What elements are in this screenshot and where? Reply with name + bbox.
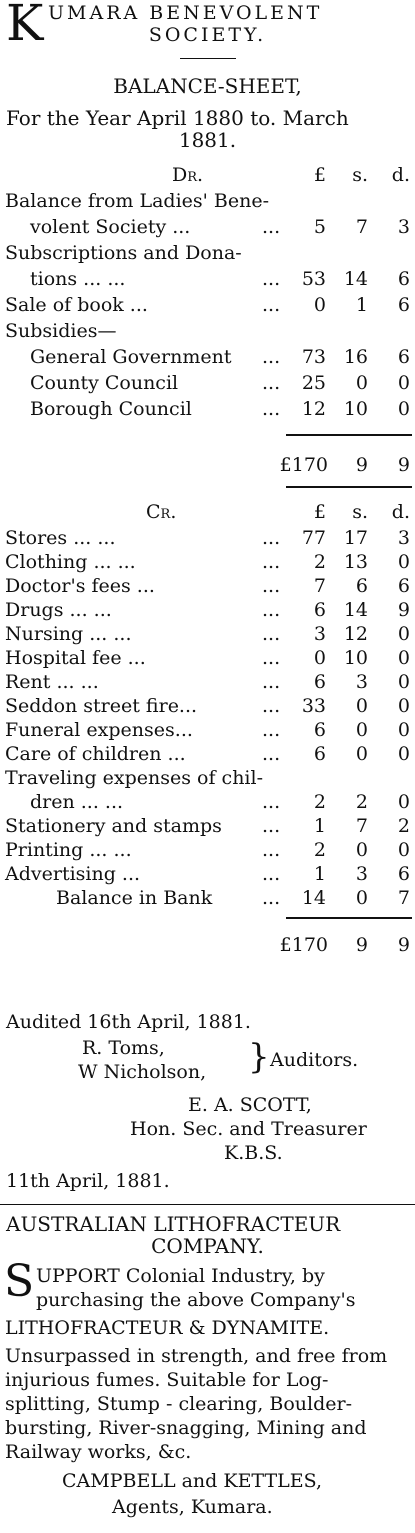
table-row	[0, 790, 415, 814]
amount-shillings: 14	[343, 599, 368, 621]
advert-line6: splitting, Stump - clearing, Boulder-	[5, 1393, 353, 1415]
amount-pence: 0	[397, 695, 410, 717]
amount-shillings: 7	[355, 815, 368, 837]
amount-pence: 6	[397, 575, 410, 597]
amount-pounds: 3	[313, 623, 326, 645]
amount-pounds: 14	[301, 887, 326, 909]
amount-pence: 6	[397, 268, 410, 290]
secretary-name: E. A. SCOTT,	[188, 1094, 312, 1116]
credit-col-pence-header: d.	[391, 501, 410, 523]
row-label: Nursing ... ...	[5, 623, 132, 645]
drop-cap-k: K	[6, 0, 44, 52]
debit-total-row	[0, 453, 415, 477]
amount-shillings: 10	[343, 647, 368, 669]
amount-pence: 6	[397, 346, 410, 368]
advert-line8: Railway works, &c.	[5, 1441, 192, 1463]
row-label: Clothing ... ...	[5, 551, 136, 573]
amount-pence: 0	[397, 839, 410, 861]
table-row	[0, 319, 415, 343]
credit-col-pounds-header: £	[313, 501, 326, 523]
advert-title-line2: COMPANY.	[151, 1234, 264, 1258]
credit-total-shillings: 9	[355, 934, 368, 956]
row-label: Hospital fee ...	[5, 647, 146, 669]
row-label: Funeral expenses...	[5, 719, 193, 741]
leader-dots: ...	[262, 346, 281, 368]
debit-total-underrule	[286, 486, 412, 488]
leader-dots: ...	[262, 575, 281, 597]
amount-shillings: 17	[343, 527, 368, 549]
amount-shillings: 3	[355, 671, 368, 693]
audit-date: 11th April, 1881.	[6, 1170, 170, 1192]
row-label: General Government	[30, 346, 232, 368]
amount-pounds: 73	[301, 346, 326, 368]
credit-col-shillings-header: s.	[352, 501, 368, 523]
credit-total-row	[0, 933, 415, 957]
advert-line4: Unsurpassed in strength, and free from	[5, 1345, 388, 1367]
row-label: Stationery and stamps	[5, 815, 222, 837]
amount-pence: 6	[397, 863, 410, 885]
leader-dots: ...	[262, 268, 281, 290]
row-label: volent Society ...	[30, 216, 191, 238]
credit-total-pence: 9	[397, 934, 410, 956]
row-label: Care of children ...	[5, 743, 186, 765]
amount-shillings: 3	[355, 863, 368, 885]
table-row	[0, 838, 415, 862]
table-row	[0, 862, 415, 886]
amount-pounds: 6	[313, 719, 326, 741]
advert-drop-cap: S	[4, 1256, 35, 1307]
amount-shillings: 12	[343, 623, 368, 645]
row-label: Printing ... ...	[5, 839, 132, 861]
amount-pence: 0	[397, 551, 410, 573]
table-row	[0, 241, 415, 265]
advert-line7: bursting, River-snagging, Mining and	[5, 1417, 367, 1439]
leader-dots: ...	[262, 398, 281, 420]
table-row	[0, 293, 415, 317]
debit-header-row	[0, 163, 415, 187]
amount-shillings: 0	[355, 743, 368, 765]
amount-pounds: 53	[301, 268, 326, 290]
amount-shillings: 13	[343, 551, 368, 573]
brace-icon: }	[248, 1037, 270, 1077]
amount-pence: 0	[397, 719, 410, 741]
secretary-org: K.B.S.	[224, 1142, 283, 1164]
leader-dots: ...	[262, 294, 281, 316]
leader-dots: ...	[262, 647, 281, 669]
debit-total-pounds: £170	[279, 454, 328, 476]
agent-line1: CAMPBELL and KETTLES,	[62, 1470, 322, 1492]
leader-dots: ...	[262, 695, 281, 717]
amount-pence: 3	[397, 527, 410, 549]
table-row	[0, 670, 415, 694]
amount-pounds: 5	[313, 216, 326, 238]
amount-shillings: 6	[355, 575, 368, 597]
col-pounds-header: £	[313, 164, 326, 186]
amount-pounds: 12	[301, 398, 326, 420]
amount-pounds: 77	[301, 527, 326, 549]
table-row	[0, 397, 415, 421]
auditor-2: W Nicholson,	[78, 1061, 207, 1083]
table-row	[0, 814, 415, 838]
amount-pounds: 33	[301, 695, 326, 717]
amount-pence: 0	[397, 372, 410, 394]
row-label: County Council	[30, 372, 179, 394]
row-label: Advertising ...	[5, 863, 141, 885]
section-divider	[0, 1204, 415, 1205]
amount-shillings: 2	[355, 791, 368, 813]
table-row	[0, 718, 415, 742]
amount-pence: 9	[397, 599, 410, 621]
balance-sheet-heading: BALANCE-SHEET,	[113, 74, 302, 98]
row-label: Balance from Ladies' Bene-	[5, 190, 270, 212]
amount-pounds: 2	[313, 839, 326, 861]
amount-pence: 0	[397, 743, 410, 765]
table-row	[0, 189, 415, 213]
amount-pence: 0	[397, 671, 410, 693]
advert-line1: UPPORT Colonial Industry, by	[36, 1265, 325, 1287]
advert-line2: purchasing the above Company's	[36, 1289, 356, 1311]
table-row	[0, 371, 415, 395]
society-title-line2: SOCIETY.	[148, 24, 267, 46]
table-row	[0, 267, 415, 291]
row-label: Balance in Bank	[56, 887, 213, 909]
leader-dots: ...	[262, 599, 281, 621]
debit-total-rule	[286, 434, 412, 436]
leader-dots: ...	[262, 815, 281, 837]
amount-shillings: 16	[343, 346, 368, 368]
row-label: Stores ... ...	[5, 527, 116, 549]
credit-label: Cr.	[146, 501, 177, 523]
amount-shillings: 0	[355, 372, 368, 394]
row-label: Doctor's fees ...	[5, 575, 155, 597]
row-label: Sale of book ...	[5, 294, 148, 316]
table-row	[0, 622, 415, 646]
amount-pounds: 2	[313, 551, 326, 573]
auditors-label: Auditors.	[270, 1049, 359, 1071]
amount-pence: 0	[397, 647, 410, 669]
leader-dots: ...	[262, 527, 281, 549]
amount-pounds: 2	[313, 791, 326, 813]
leader-dots: ...	[262, 887, 281, 909]
table-row	[0, 574, 415, 598]
col-pence-header: d.	[391, 164, 410, 186]
agent-line2: Agents, Kumara.	[112, 1496, 273, 1518]
audited-line: Audited 16th April, 1881.	[6, 1011, 251, 1033]
leader-dots: ...	[262, 671, 281, 693]
credit-total-pounds: £170	[279, 934, 328, 956]
amount-pounds: 0	[313, 647, 326, 669]
amount-pence: 2	[397, 815, 410, 837]
amount-pounds: 1	[313, 815, 326, 837]
amount-pounds: 7	[313, 575, 326, 597]
amount-shillings: 0	[355, 695, 368, 717]
debit-total-pence: 9	[397, 454, 410, 476]
table-row	[0, 526, 415, 550]
advert-line3: LITHOFRACTEUR & DYNAMITE.	[5, 1317, 330, 1339]
table-row	[0, 742, 415, 766]
row-label: Subscriptions and Dona-	[5, 242, 242, 264]
amount-shillings: 1	[355, 294, 368, 316]
amount-pence: 0	[397, 623, 410, 645]
amount-shillings: 0	[355, 719, 368, 741]
amount-pounds: 25	[301, 372, 326, 394]
leader-dots: ...	[262, 719, 281, 741]
amount-pence: 0	[397, 791, 410, 813]
credit-total-rule	[286, 917, 412, 919]
row-label: Seddon street fire...	[5, 695, 198, 717]
amount-pounds: 6	[313, 671, 326, 693]
amount-pence: 7	[397, 887, 410, 909]
amount-shillings: 0	[355, 839, 368, 861]
period-line2: 1881.	[178, 128, 237, 152]
amount-shillings: 10	[343, 398, 368, 420]
credit-header-row	[0, 500, 415, 524]
society-title-line1: UMARA BENEVOLENT	[48, 2, 323, 24]
row-label: dren ... ...	[30, 791, 124, 813]
period-line1: For the Year April 1880 to. March	[6, 106, 349, 130]
amount-pounds: 6	[313, 599, 326, 621]
advert-line5: injurious fumes. Suitable for Log-	[5, 1369, 329, 1391]
leader-dots: ...	[262, 623, 281, 645]
col-shillings-header: s.	[352, 164, 368, 186]
amount-pence: 6	[397, 294, 410, 316]
amount-pence: 0	[397, 398, 410, 420]
leader-dots: ...	[262, 863, 281, 885]
debit-total-shillings: 9	[355, 454, 368, 476]
leader-dots: ...	[262, 791, 281, 813]
amount-pence: 3	[397, 216, 410, 238]
amount-shillings: 7	[355, 216, 368, 238]
row-label: tions ... ...	[30, 268, 126, 290]
table-row	[0, 766, 415, 790]
amount-shillings: 0	[355, 887, 368, 909]
advert-title-line1: AUSTRALIAN LITHOFRACTEUR	[6, 1212, 341, 1236]
row-label: Borough Council	[30, 398, 192, 420]
amount-pounds: 1	[313, 863, 326, 885]
row-label: Rent ... ...	[5, 671, 99, 693]
leader-dots: ...	[262, 372, 281, 394]
table-row	[0, 550, 415, 574]
row-label: Drugs ... ...	[5, 599, 112, 621]
secretary-title: Hon. Sec. and Treasurer	[130, 1118, 367, 1140]
row-label: Subsidies—	[5, 320, 117, 342]
leader-dots: ...	[262, 551, 281, 573]
table-row	[0, 345, 415, 369]
auditor-1: R. Toms,	[82, 1037, 165, 1059]
leader-dots: ...	[262, 839, 281, 861]
table-row	[0, 646, 415, 670]
table-row	[0, 886, 415, 910]
leader-dots: ...	[262, 743, 281, 765]
amount-shillings: 14	[343, 268, 368, 290]
debit-label: Dr.	[172, 164, 204, 186]
table-row	[0, 215, 415, 239]
row-label: Traveling expenses of chil-	[5, 767, 264, 789]
divider	[180, 58, 236, 59]
table-row	[0, 598, 415, 622]
leader-dots: ...	[262, 216, 281, 238]
amount-pounds: 6	[313, 743, 326, 765]
amount-pounds: 0	[313, 294, 326, 316]
table-row	[0, 694, 415, 718]
